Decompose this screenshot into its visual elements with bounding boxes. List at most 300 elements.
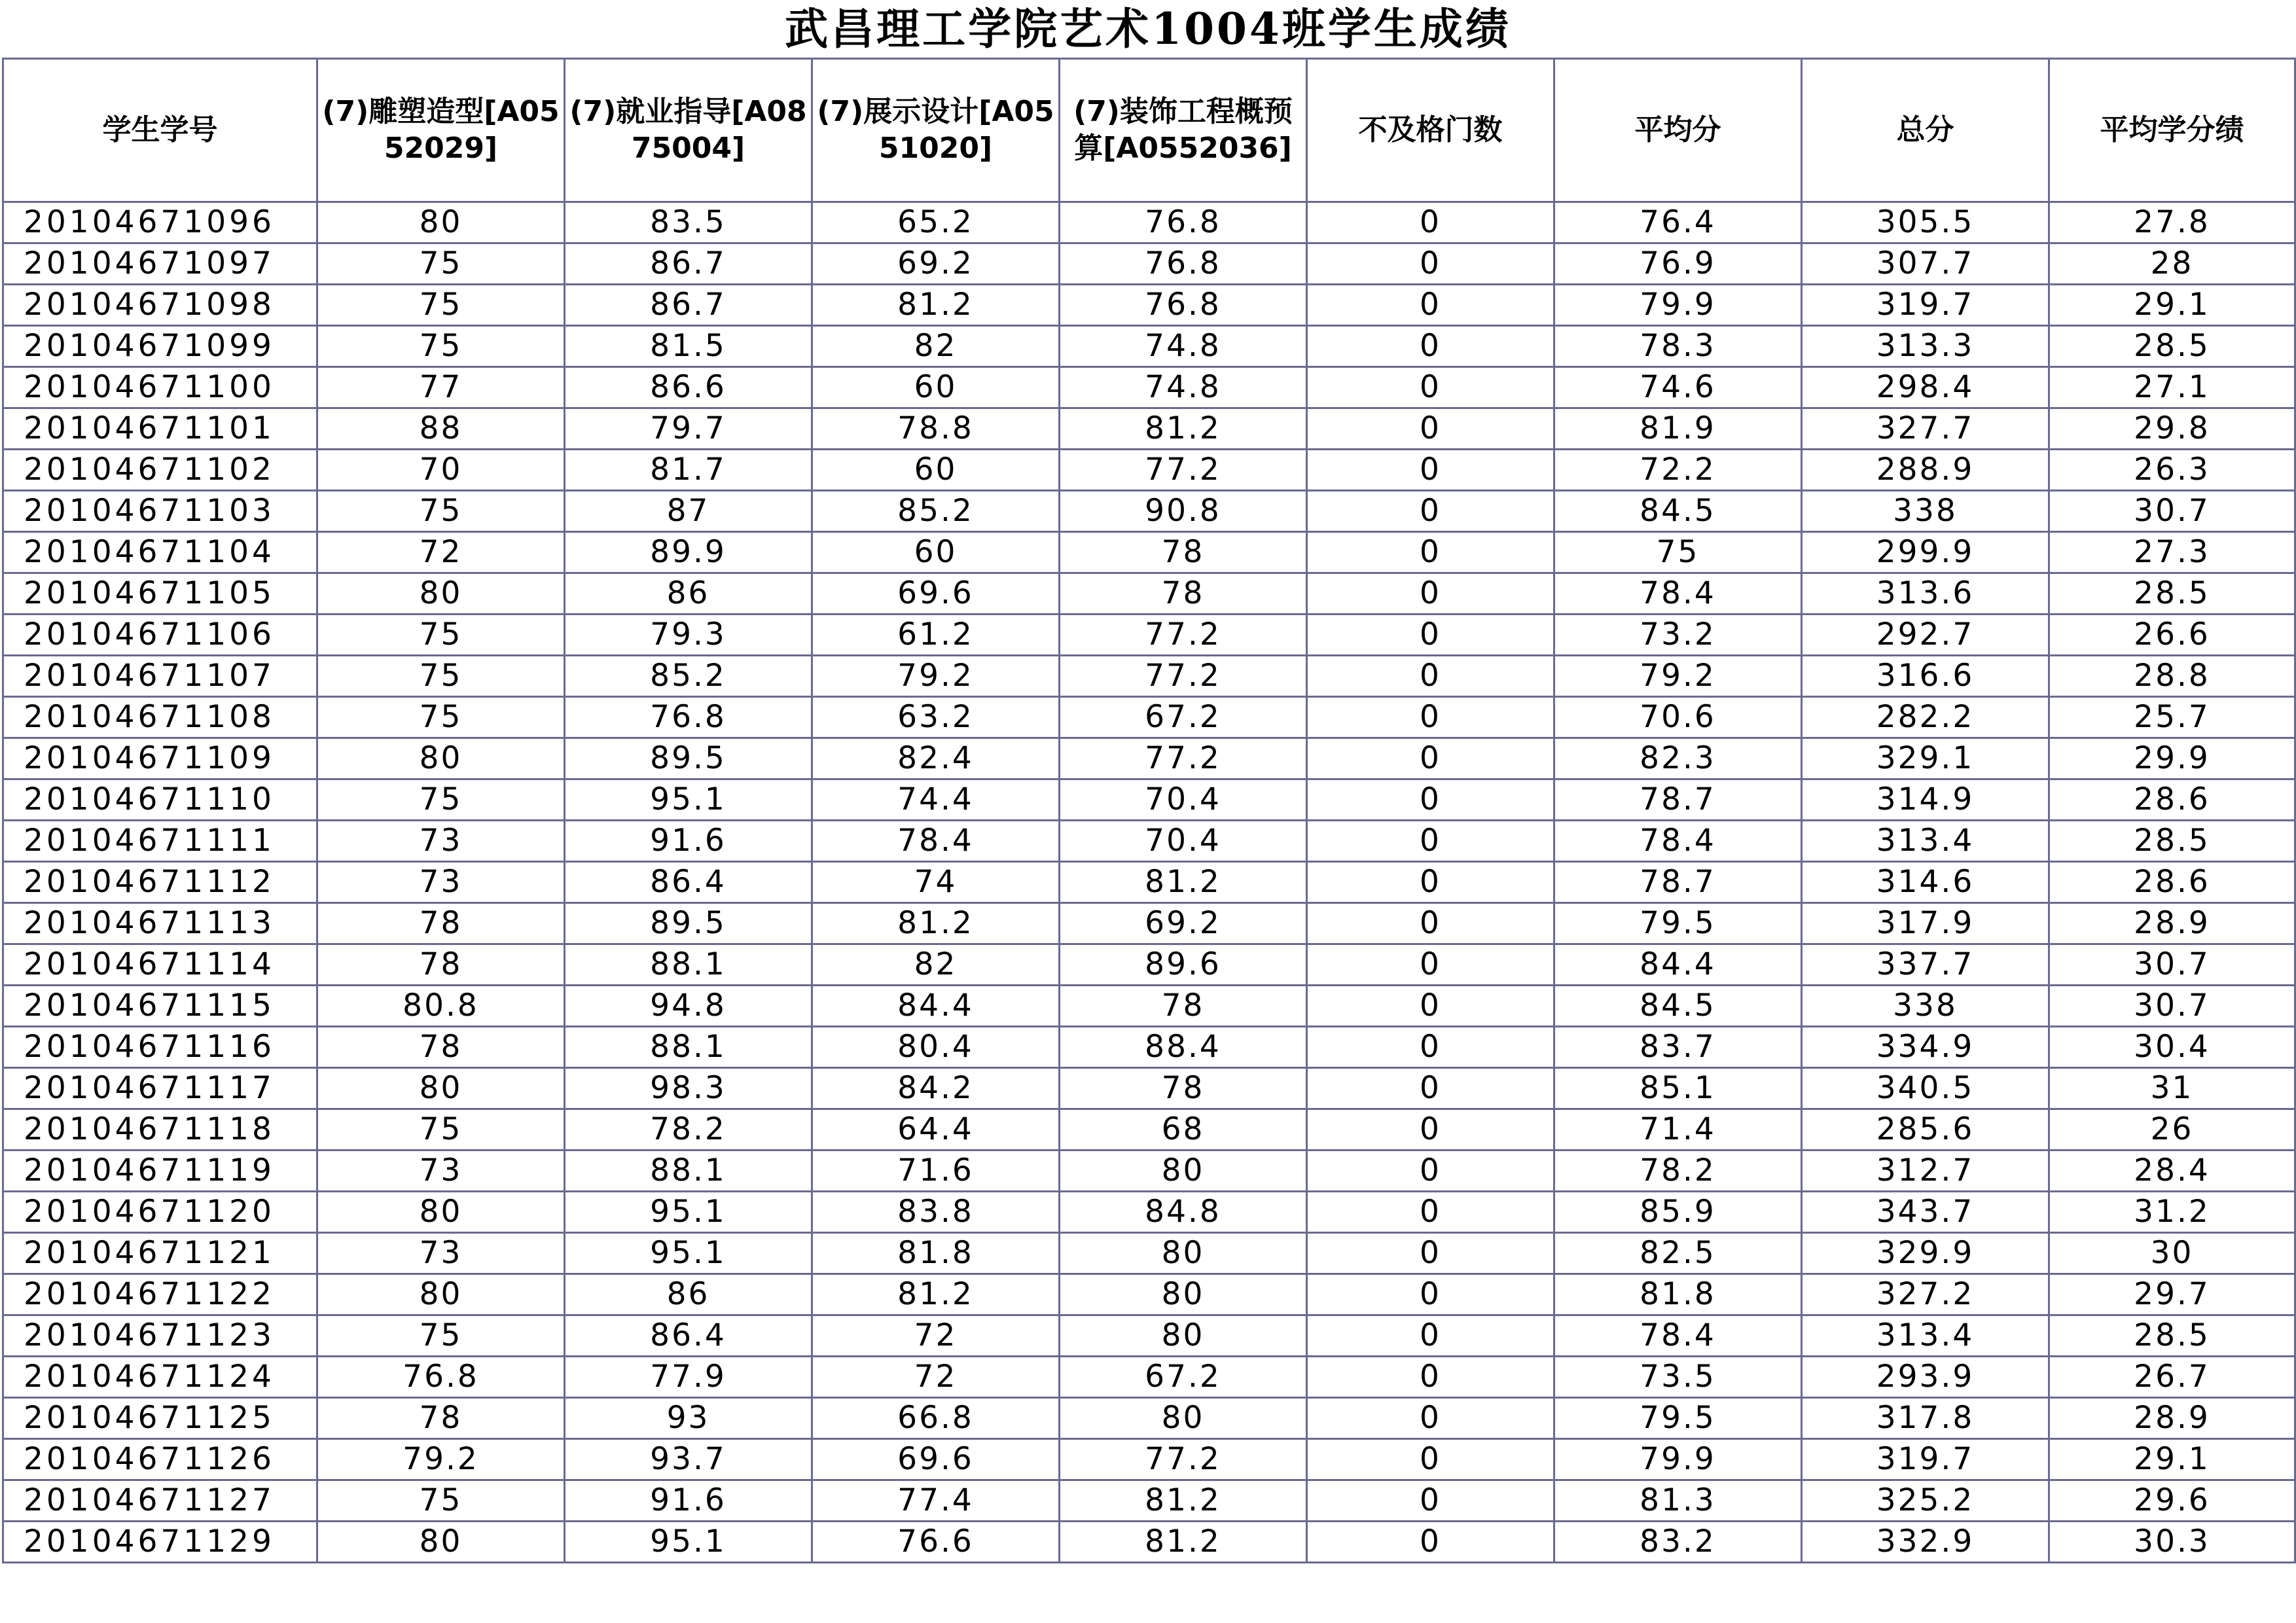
average-score-cell: 78.4 [1554,821,1802,862]
failed-count-cell: 0 [1307,697,1554,738]
decoration-budget-score-cell: 77.2 [1060,738,1307,779]
failed-count-cell: 0 [1307,1150,1554,1192]
table-row [3,285,2295,326]
table-row [3,656,2295,697]
table-row [3,326,2295,367]
career-guidance-score-cell: 86.6 [565,367,812,408]
failed-count-cell: 0 [1307,450,1554,491]
total-score-cell: 316.6 [1802,656,2049,697]
failed-count-cell: 0 [1307,656,1554,697]
total-score-cell: 288.9 [1802,450,2049,491]
average-score-cell: 79.5 [1554,903,1802,944]
student-id-cell: 20104671125 [3,1398,317,1439]
table-row [3,367,2295,408]
sculpture-score-cell: 75 [317,697,565,738]
average-score-cell: 81.8 [1554,1274,1802,1315]
table-row [3,202,2295,243]
exhibition-design-score-cell: 72 [812,1315,1060,1357]
total-score-cell: 329.9 [1802,1233,2049,1274]
student-id-cell: 20104671116 [3,1027,317,1068]
failed-count-cell: 0 [1307,1480,1554,1522]
average-score-cell: 79.9 [1554,1439,1802,1480]
total-score-cell: 314.6 [1802,862,2049,903]
average-score-cell: 85.9 [1554,1192,1802,1233]
gpa-cell: 30.4 [2049,1027,2295,1068]
sculpture-score-cell: 76.8 [317,1357,565,1398]
student-id-cell: 20104671109 [3,738,317,779]
total-score-cell: 317.9 [1802,903,2049,944]
career-guidance-score-cell: 89.9 [565,532,812,573]
student-id-cell: 20104671098 [3,285,317,326]
gpa-cell: 29.9 [2049,738,2295,779]
total-score-cell: 313.3 [1802,326,2049,367]
sculpture-score-cell: 75 [317,779,565,821]
student-id-cell: 20104671115 [3,986,317,1027]
career-guidance-score-cell: 81.5 [565,326,812,367]
student-id-cell: 20104671111 [3,821,317,862]
table-row [3,1522,2295,1563]
table-row [3,821,2295,862]
average-score-cell: 72.2 [1554,450,1802,491]
table-row [3,408,2295,450]
sculpture-score-cell: 78 [317,903,565,944]
student-id-cell: 20104671108 [3,697,317,738]
career-guidance-score-cell: 79.7 [565,408,812,450]
student-id-cell: 20104671124 [3,1357,317,1398]
career-guidance-score-cell: 86 [565,573,812,615]
exhibition-design-score-cell: 66.8 [812,1398,1060,1439]
decoration-budget-score-cell: 68 [1060,1109,1307,1150]
exhibition-design-score-cell: 77.4 [812,1480,1060,1522]
table-row [3,243,2295,285]
sculpture-score-cell: 80 [317,573,565,615]
career-guidance-score-cell: 85.2 [565,656,812,697]
student-id-cell: 20104671117 [3,1068,317,1109]
table-row [3,697,2295,738]
total-score-cell: 313.6 [1802,573,2049,615]
total-score-cell: 319.7 [1802,1439,2049,1480]
exhibition-design-score-cell: 81.2 [812,903,1060,944]
gpa-cell: 29.8 [2049,408,2295,450]
exhibition-design-score-cell: 72 [812,1357,1060,1398]
decoration-budget-score-cell: 70.4 [1060,779,1307,821]
average-score-cell: 83.2 [1554,1522,1802,1563]
exhibition-design-score-cell: 84.2 [812,1068,1060,1109]
exhibition-design-score-cell: 78.4 [812,821,1060,862]
career-guidance-score-cell: 95.1 [565,1192,812,1233]
decoration-budget-score-cell: 78 [1060,532,1307,573]
student-id-cell: 20104671106 [3,615,317,656]
column-header-total: 总分 [1802,59,2049,202]
failed-count-cell: 0 [1307,944,1554,986]
failed-count-cell: 0 [1307,573,1554,615]
decoration-budget-score-cell: 81.2 [1060,408,1307,450]
decoration-budget-score-cell: 77.2 [1060,615,1307,656]
total-score-cell: 327.2 [1802,1274,2049,1315]
table-row [3,1480,2295,1522]
student-id-cell: 20104671096 [3,202,317,243]
career-guidance-score-cell: 89.5 [565,738,812,779]
decoration-budget-score-cell: 80 [1060,1315,1307,1357]
career-guidance-score-cell: 86.4 [565,1315,812,1357]
gpa-cell: 28.5 [2049,326,2295,367]
failed-count-cell: 0 [1307,532,1554,573]
failed-count-cell: 0 [1307,408,1554,450]
decoration-budget-score-cell: 84.8 [1060,1192,1307,1233]
failed-count-cell: 0 [1307,1233,1554,1274]
average-score-cell: 84.5 [1554,986,1802,1027]
total-score-cell: 292.7 [1802,615,2049,656]
career-guidance-score-cell: 95.1 [565,779,812,821]
sculpture-score-cell: 75 [317,285,565,326]
sculpture-score-cell: 73 [317,1233,565,1274]
career-guidance-score-cell: 88.1 [565,944,812,986]
student-id-cell: 20104671105 [3,573,317,615]
total-score-cell: 329.1 [1802,738,2049,779]
total-score-cell: 298.4 [1802,367,2049,408]
column-header-student-id: 学生学号 [3,59,317,202]
total-score-cell: 282.2 [1802,697,2049,738]
total-score-cell: 340.5 [1802,1068,2049,1109]
sculpture-score-cell: 80 [317,738,565,779]
total-score-cell: 307.7 [1802,243,2049,285]
student-id-cell: 20104671102 [3,450,317,491]
sculpture-score-cell: 75 [317,326,565,367]
failed-count-cell: 0 [1307,1315,1554,1357]
sculpture-score-cell: 72 [317,532,565,573]
gpa-cell: 28.6 [2049,779,2295,821]
column-header-gpa: 平均学分绩 [2049,59,2295,202]
exhibition-design-score-cell: 82 [812,326,1060,367]
failed-count-cell: 0 [1307,821,1554,862]
career-guidance-score-cell: 89.5 [565,903,812,944]
failed-count-cell: 0 [1307,986,1554,1027]
student-id-cell: 20104671119 [3,1150,317,1192]
exhibition-design-score-cell: 79.2 [812,656,1060,697]
column-header-sculpture: (7)雕塑造型[A0552029] [317,59,565,202]
student-id-cell: 20104671127 [3,1480,317,1522]
career-guidance-score-cell: 81.7 [565,450,812,491]
career-guidance-score-cell: 88.1 [565,1027,812,1068]
career-guidance-score-cell: 83.5 [565,202,812,243]
table-row [3,1398,2295,1439]
table-row [3,615,2295,656]
student-id-cell: 20104671121 [3,1233,317,1274]
gpa-cell: 30.7 [2049,491,2295,532]
sculpture-score-cell: 70 [317,450,565,491]
gpa-cell: 26.6 [2049,615,2295,656]
gpa-cell: 31 [2049,1068,2295,1109]
failed-count-cell: 0 [1307,243,1554,285]
gpa-cell: 28.6 [2049,862,2295,903]
student-id-cell: 20104671123 [3,1315,317,1357]
total-score-cell: 305.5 [1802,202,2049,243]
exhibition-design-score-cell: 83.8 [812,1192,1060,1233]
sculpture-score-cell: 78 [317,1027,565,1068]
exhibition-design-score-cell: 74.4 [812,779,1060,821]
student-id-cell: 20104671112 [3,862,317,903]
decoration-budget-score-cell: 76.8 [1060,243,1307,285]
decoration-budget-score-cell: 90.8 [1060,491,1307,532]
decoration-budget-score-cell: 80 [1060,1274,1307,1315]
total-score-cell: 314.9 [1802,779,2049,821]
gpa-cell: 27.3 [2049,532,2295,573]
average-score-cell: 75 [1554,532,1802,573]
gpa-cell: 28 [2049,243,2295,285]
table-row [3,450,2295,491]
student-id-cell: 20104671118 [3,1109,317,1150]
gpa-cell: 26.7 [2049,1357,2295,1398]
failed-count-cell: 0 [1307,1027,1554,1068]
sculpture-score-cell: 75 [317,1480,565,1522]
failed-count-cell: 0 [1307,615,1554,656]
average-score-cell: 84.5 [1554,491,1802,532]
decoration-budget-score-cell: 78 [1060,573,1307,615]
average-score-cell: 82.3 [1554,738,1802,779]
gpa-cell: 29.6 [2049,1480,2295,1522]
exhibition-design-score-cell: 60 [812,450,1060,491]
total-score-cell: 317.8 [1802,1398,2049,1439]
decoration-budget-score-cell: 80 [1060,1398,1307,1439]
exhibition-design-score-cell: 80.4 [812,1027,1060,1068]
total-score-cell: 312.7 [1802,1150,2049,1192]
average-score-cell: 85.1 [1554,1068,1802,1109]
column-header-failed-count: 不及格门数 [1307,59,1554,202]
sculpture-score-cell: 80 [317,202,565,243]
table-row [3,1439,2295,1480]
total-score-cell: 334.9 [1802,1027,2049,1068]
decoration-budget-score-cell: 69.2 [1060,903,1307,944]
decoration-budget-score-cell: 67.2 [1060,697,1307,738]
decoration-budget-score-cell: 70.4 [1060,821,1307,862]
exhibition-design-score-cell: 61.2 [812,615,1060,656]
grades-body [3,202,2295,1563]
failed-count-cell: 0 [1307,1068,1554,1109]
average-score-cell: 76.9 [1554,243,1802,285]
student-id-cell: 20104671099 [3,326,317,367]
gpa-cell: 30.3 [2049,1522,2295,1563]
sculpture-score-cell: 75 [317,1109,565,1150]
exhibition-design-score-cell: 85.2 [812,491,1060,532]
average-score-cell: 73.5 [1554,1357,1802,1398]
average-score-cell: 83.7 [1554,1027,1802,1068]
gpa-cell: 30.7 [2049,944,2295,986]
failed-count-cell: 0 [1307,326,1554,367]
sculpture-score-cell: 75 [317,1315,565,1357]
table-row [3,986,2295,1027]
gpa-cell: 30.7 [2049,986,2295,1027]
career-guidance-score-cell: 95.1 [565,1522,812,1563]
sculpture-score-cell: 73 [317,1150,565,1192]
student-id-cell: 20104671126 [3,1439,317,1480]
exhibition-design-score-cell: 63.2 [812,697,1060,738]
student-id-cell: 20104671110 [3,779,317,821]
table-row [3,491,2295,532]
gpa-cell: 27.1 [2049,367,2295,408]
decoration-budget-score-cell: 89.6 [1060,944,1307,986]
table-row [3,1068,2295,1109]
student-id-cell: 20104671120 [3,1192,317,1233]
exhibition-design-score-cell: 82 [812,944,1060,986]
failed-count-cell: 0 [1307,1274,1554,1315]
career-guidance-score-cell: 91.6 [565,1480,812,1522]
table-row [3,1192,2295,1233]
average-score-cell: 78.2 [1554,1150,1802,1192]
career-guidance-score-cell: 86.7 [565,243,812,285]
average-score-cell: 70.6 [1554,697,1802,738]
gpa-cell: 25.7 [2049,697,2295,738]
gpa-cell: 28.5 [2049,1315,2295,1357]
decoration-budget-score-cell: 74.8 [1060,326,1307,367]
decoration-budget-score-cell: 74.8 [1060,367,1307,408]
failed-count-cell: 0 [1307,202,1554,243]
career-guidance-score-cell: 91.6 [565,821,812,862]
total-score-cell: 343.7 [1802,1192,2049,1233]
exhibition-design-score-cell: 64.4 [812,1109,1060,1150]
total-score-cell: 299.9 [1802,532,2049,573]
average-score-cell: 74.6 [1554,367,1802,408]
failed-count-cell: 0 [1307,738,1554,779]
decoration-budget-score-cell: 80 [1060,1150,1307,1192]
student-id-cell: 20104671103 [3,491,317,532]
failed-count-cell: 0 [1307,1357,1554,1398]
total-score-cell: 325.2 [1802,1480,2049,1522]
gpa-cell: 28.9 [2049,1398,2295,1439]
table-row [3,738,2295,779]
decoration-budget-score-cell: 76.8 [1060,202,1307,243]
sculpture-score-cell: 80 [317,1068,565,1109]
sculpture-score-cell: 77 [317,367,565,408]
column-header-career-guidance: (7)就业指导[A0875004] [565,59,812,202]
table-row [3,573,2295,615]
table-row [3,1109,2295,1150]
table-row [3,862,2295,903]
sculpture-score-cell: 78 [317,1398,565,1439]
failed-count-cell: 0 [1307,862,1554,903]
exhibition-design-score-cell: 60 [812,532,1060,573]
table-row [3,1233,2295,1274]
decoration-budget-score-cell: 81.2 [1060,1480,1307,1522]
grades-table [2,58,2296,1563]
career-guidance-score-cell: 78.2 [565,1109,812,1150]
sculpture-score-cell: 80 [317,1274,565,1315]
table-row [3,1357,2295,1398]
sculpture-score-cell: 79.2 [317,1439,565,1480]
decoration-budget-score-cell: 67.2 [1060,1357,1307,1398]
career-guidance-score-cell: 86.4 [565,862,812,903]
gpa-cell: 28.9 [2049,903,2295,944]
total-score-cell: 293.9 [1802,1357,2049,1398]
table-row [3,1027,2295,1068]
career-guidance-score-cell: 95.1 [565,1233,812,1274]
decoration-budget-score-cell: 76.8 [1060,285,1307,326]
exhibition-design-score-cell: 84.4 [812,986,1060,1027]
career-guidance-score-cell: 86.7 [565,285,812,326]
decoration-budget-score-cell: 80 [1060,1233,1307,1274]
exhibition-design-score-cell: 81.2 [812,1274,1060,1315]
exhibition-design-score-cell: 69.2 [812,243,1060,285]
career-guidance-score-cell: 86 [565,1274,812,1315]
table-row [3,1274,2295,1315]
total-score-cell: 337.7 [1802,944,2049,986]
average-score-cell: 76.4 [1554,202,1802,243]
failed-count-cell: 0 [1307,903,1554,944]
total-score-cell: 338 [1802,986,2049,1027]
career-guidance-score-cell: 94.8 [565,986,812,1027]
average-score-cell: 82.5 [1554,1233,1802,1274]
decoration-budget-score-cell: 81.2 [1060,1522,1307,1563]
exhibition-design-score-cell: 76.6 [812,1522,1060,1563]
total-score-cell: 313.4 [1802,821,2049,862]
career-guidance-score-cell: 77.9 [565,1357,812,1398]
sculpture-score-cell: 80.8 [317,986,565,1027]
failed-count-cell: 0 [1307,1439,1554,1480]
failed-count-cell: 0 [1307,1522,1554,1563]
exhibition-design-score-cell: 69.6 [812,1439,1060,1480]
sculpture-score-cell: 73 [317,821,565,862]
sheet-title: 武昌理工学院艺术1004班学生成绩 [785,3,1511,54]
column-header-exhibition-design: (7)展示设计[A0551020] [812,59,1060,202]
student-id-cell: 20104671100 [3,367,317,408]
table-row [3,1315,2295,1357]
table-row [3,903,2295,944]
gpa-cell: 29.1 [2049,285,2295,326]
student-id-cell: 20104671122 [3,1274,317,1315]
career-guidance-score-cell: 98.3 [565,1068,812,1109]
gpa-cell: 29.7 [2049,1274,2295,1315]
decoration-budget-score-cell: 81.2 [1060,862,1307,903]
total-score-cell: 338 [1802,491,2049,532]
gpa-cell: 28.8 [2049,656,2295,697]
total-score-cell: 327.7 [1802,408,2049,450]
total-score-cell: 319.7 [1802,285,2049,326]
table-row [3,779,2295,821]
average-score-cell: 71.4 [1554,1109,1802,1150]
student-id-cell: 20104671107 [3,656,317,697]
average-score-cell: 81.3 [1554,1480,1802,1522]
sculpture-score-cell: 88 [317,408,565,450]
average-score-cell: 79.5 [1554,1398,1802,1439]
average-score-cell: 81.9 [1554,408,1802,450]
decoration-budget-score-cell: 77.2 [1060,450,1307,491]
failed-count-cell: 0 [1307,1109,1554,1150]
student-id-cell: 20104671101 [3,408,317,450]
student-id-cell: 20104671097 [3,243,317,285]
failed-count-cell: 0 [1307,779,1554,821]
column-header-decoration-budget: (7)装饰工程概预算[A0552036] [1060,59,1307,202]
decoration-budget-score-cell: 78 [1060,986,1307,1027]
student-id-cell: 20104671114 [3,944,317,986]
exhibition-design-score-cell: 81.2 [812,285,1060,326]
average-score-cell: 78.7 [1554,862,1802,903]
gpa-cell: 26.3 [2049,450,2295,491]
career-guidance-score-cell: 93 [565,1398,812,1439]
career-guidance-score-cell: 88.1 [565,1150,812,1192]
failed-count-cell: 0 [1307,491,1554,532]
sculpture-score-cell: 73 [317,862,565,903]
exhibition-design-score-cell: 65.2 [812,202,1060,243]
table-row [3,532,2295,573]
sculpture-score-cell: 78 [317,944,565,986]
decoration-budget-score-cell: 77.2 [1060,1439,1307,1480]
column-header-average: 平均分 [1554,59,1802,202]
gpa-cell: 26 [2049,1109,2295,1150]
failed-count-cell: 0 [1307,1192,1554,1233]
exhibition-design-score-cell: 82.4 [812,738,1060,779]
gpa-cell: 31.2 [2049,1192,2295,1233]
career-guidance-score-cell: 79.3 [565,615,812,656]
sculpture-score-cell: 75 [317,656,565,697]
